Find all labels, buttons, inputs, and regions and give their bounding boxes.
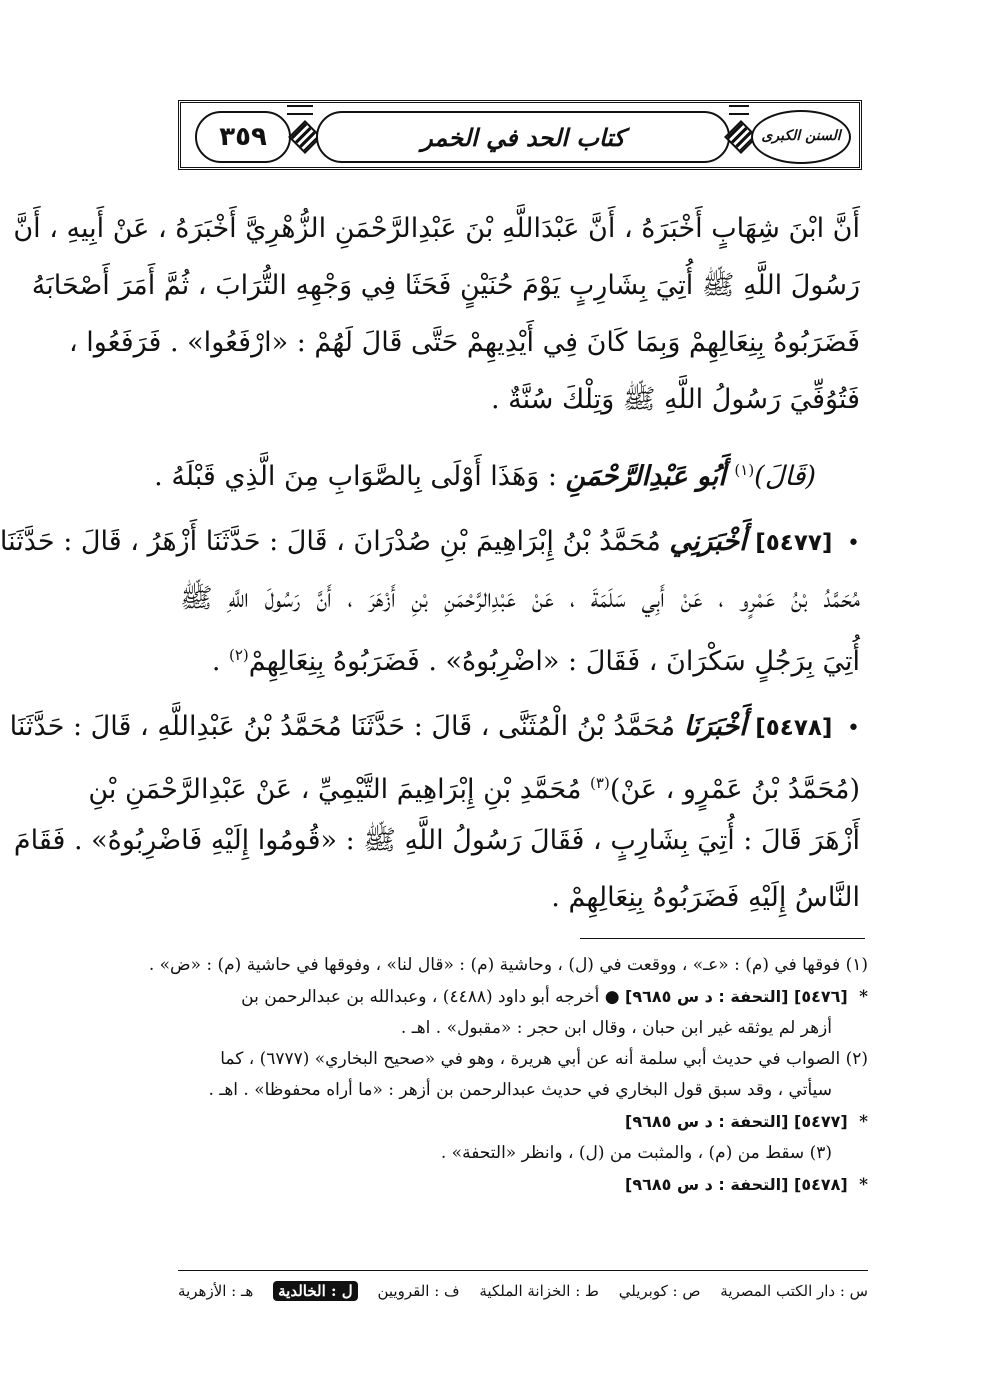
author-name: أَبُو عَبْدِالرَّحْمَنِ <box>565 461 726 492</box>
footnote-ref: (١) <box>734 461 755 479</box>
footnote-ref: (٣) <box>590 774 610 792</box>
matn-text: أُتِيَ بِرَجُلٍ سَكْرَانَ ، فَقَالَ : «اضْرِبُوهُ» . فَضَرَبُوهُ بِنِعَالِهِمْ <box>248 646 860 677</box>
footnote-divider <box>580 938 865 939</box>
takhrij-5476 <box>178 981 868 1013</box>
manuscript-sigla <box>178 1276 868 1306</box>
sigla-divider <box>178 1270 868 1271</box>
hadith-5478-line <box>9 698 860 755</box>
book-logo: السنن الكبرى <box>761 128 841 145</box>
hadith-5477-line <box>0 513 860 570</box>
header-ornament <box>729 105 749 115</box>
header-title-frame <box>316 111 730 163</box>
author-comment <box>154 442 860 499</box>
page-number: ٣٥٩ <box>219 122 267 152</box>
bullet-icon: • <box>847 531 860 556</box>
footnote-2-cont: سيأتي ، وقد سبق قول البخاري في حديث عبدالرحمن بن أزهر : «ما أراه محفوظا» . اهـ . <box>208 1080 832 1100</box>
hadith-number: [٥٤٧٨] <box>755 715 833 741</box>
isnad-text: مُحَمَّدُ بْنُ إِبْرَاهِيمَ بْنِ صُدْرَانَ ، قَالَ : حَدَّثَنَا أَزْهَرُ ، قَالَ : حَدَّثَنَا <box>0 526 661 557</box>
matn-end: . <box>211 646 229 677</box>
header-ornament <box>287 105 313 115</box>
text-line: أَنَّ ابْنَ شِهَابٍ أَخْبَرَهُ ، أَنَّ عَبْدَاللَّهِ بْنَ عَبْدِالرَّحْمَنِ الزُّهْرِيَّ أَخْبَرَهُ ، عَنْ أَبِيهِ ، أَنَّ <box>13 213 860 244</box>
hadith-5477-end-line <box>180 627 860 684</box>
text-line: أَزْهَرَ قَالَ : أُتِيَ بِشَارِبٍ ، فَقَالَ رَسُولُ اللَّهِ ﷺ : «قُومُوا إِلَيْهِ فَاضْرِبُوهُ» . فَقَامَ <box>13 825 860 856</box>
footnotes <box>148 950 868 1201</box>
takhrij-5478 <box>178 1169 868 1201</box>
siglum: س : دار الكتب المصرية <box>720 1282 868 1300</box>
takhrij-5477 <box>178 1106 868 1138</box>
footnote-1: (١) فوقها في (م) : «عـ» ، ووقعت في (ل) ، وحاشية (م) : «قال لنا» ، وفوقها في حاشية (م) : «ض» . <box>148 955 868 975</box>
tuhfa-reference: [٥٤٧٧] [التحفة : د س ٩٦٨٥] <box>625 1112 848 1131</box>
bullet-icon: • <box>847 716 860 741</box>
transmission-verb: أَخْبَرَنِي <box>669 526 747 557</box>
bracketed-isnad: (مُحَمَّدُ بْنُ عَمْرٍو ، عَنْ) <box>609 774 860 805</box>
tuhfa-reference: [٥٤٧٨] [التحفة : د س ٩٦٨٥] <box>625 1175 848 1194</box>
takhrij-5476-cont: أزهر لم يوثقه غير ابن حبان ، وقال ابن حجر : «مقبول» . اهـ . <box>400 1018 832 1038</box>
tuhfa-reference: [٥٤٧٦] [التحفة : د س ٩٦٨٥] <box>625 987 848 1006</box>
siglum: ف : القرويين <box>377 1282 460 1300</box>
text-line: رَسُولَ اللَّهِ ﷺ أُتِيَ بِشَارِبٍ يَوْمَ حُنَيْنٍ فَحَثَا فِي وَجْهِهِ التُّرَابَ ، ثُمَّ أَمَرَ أَصْحَابَهُ <box>31 270 860 301</box>
footnote-2: (٢) الصواب في حديث أبي سلمة أنه عن أبي هريرة ، وهو في «صحيح البخاري» (٦٧٧٧) ، كما <box>220 1049 868 1069</box>
text-line: فَتُوُفِّيَ رَسُولُ اللَّهِ ﷺ وَتِلْكَ سُنَّةٌ . <box>491 384 860 415</box>
siglum: هـ : الأزهرية <box>178 1282 254 1300</box>
book-logo-frame <box>751 110 851 164</box>
isnad-text: مُحَمَّدُ بْنُ الْمُثَنَّى ، قَالَ : حَدَّثَنَا مُحَمَّدُ بْنُ عَبْدِاللَّهِ ، قَالَ : حَدَّثَنَا <box>9 711 676 742</box>
main-text <box>0 200 860 926</box>
comment-text: : وَهَذَا أَوْلَى بِالصَّوَابِ مِنَ الَّذِي قَبْلَهُ . <box>154 461 557 492</box>
asterisk-icon: * <box>859 1112 868 1132</box>
siglum: ط : الخزانة الملكية <box>479 1282 599 1300</box>
takhrij-text: ● أخرجه أبو داود (٤٤٨٨) ، وعبدالله بن عبدالرحمن بن <box>241 987 620 1007</box>
chapter-title: كتاب الحد في الخمر <box>421 122 625 152</box>
text-line: النَّاسُ إِلَيْهِ فَضَرَبُوهُ بِنِعَالِهِمْ . <box>551 882 860 913</box>
asterisk-icon: * <box>859 987 868 1007</box>
qal-prefix: (قَالَ) <box>754 461 816 492</box>
hadith-number: [٥٤٧٧] <box>755 530 833 556</box>
siglum: ص : كوبريلي <box>618 1282 701 1300</box>
asterisk-icon: * <box>859 1175 868 1195</box>
isnad-text: مُحَمَّدِ بْنِ إِبْرَاهِيمَ التَّيْمِيِّ ، عَنْ عَبْدِالرَّحْمَنِ بْنِ <box>88 774 582 805</box>
text-line: مُحَمَّدُ بْنُ عَمْرٍو ، عَنْ أَبِي سَلَمَةَ ، عَنْ عَبْدِالرَّحْمَنِ بْنِ أَزْهَرَ ، أَنَّ رَسُولَ اللَّهِ ﷺ <box>180 583 860 614</box>
siglum-highlighted: ل : الخالدية <box>273 1281 358 1301</box>
footnote-3: (٣) سقط من (م) ، والمثبت من (ل) ، وانظر «التحفة» . <box>440 1143 832 1163</box>
hadith-5478-line <box>88 755 860 812</box>
running-header <box>178 100 862 170</box>
text-line: فَضَرَبُوهُ بِنِعَالِهِمْ وَبِمَا كَانَ فِي أَيْدِيهِمْ حَتَّى قَالَ لَهُمْ : «ارْفَعُوا» . فَرَفَعُوا ، <box>68 327 860 358</box>
page-number-frame <box>195 111 291 163</box>
footnote-ref: (٢) <box>228 646 249 664</box>
transmission-verb: أَخْبَرَنَا <box>683 711 747 742</box>
